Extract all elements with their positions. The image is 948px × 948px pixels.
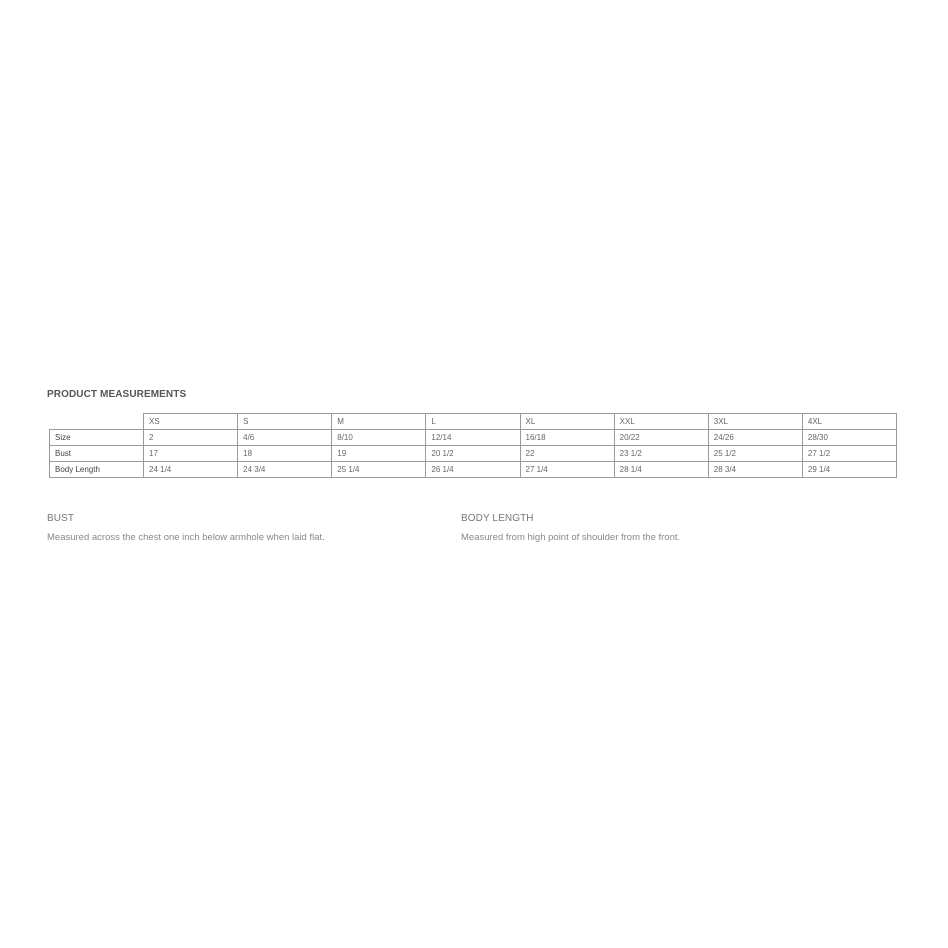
column-header-3xl: 3XL xyxy=(708,414,802,430)
table-cell: 17 xyxy=(144,446,238,462)
table-cell: 27 1/4 xyxy=(520,462,614,478)
definition-body-length xyxy=(461,513,680,543)
table-cell: 22 xyxy=(520,446,614,462)
table-row-body-length xyxy=(50,462,897,478)
column-header-m: M xyxy=(332,414,426,430)
table-cell: 29 1/4 xyxy=(802,462,896,478)
definition-term-body-length: BODY LENGTH xyxy=(461,513,534,524)
table-cell: 4/6 xyxy=(238,430,332,446)
table-cell: 8/10 xyxy=(332,430,426,446)
table-cell: 25 1/4 xyxy=(332,462,426,478)
measurements-table xyxy=(49,413,897,478)
table-cell: 2 xyxy=(144,430,238,446)
definition-description-bust: Measured across the chest one inch below armhole when laid flat. xyxy=(47,532,325,543)
table-cell: 20/22 xyxy=(614,430,708,446)
table-cell: 24/26 xyxy=(708,430,802,446)
column-header-l: L xyxy=(426,414,520,430)
table-cell: 28 3/4 xyxy=(708,462,802,478)
section-title: PRODUCT MEASUREMENTS xyxy=(47,389,187,400)
table-cell: 24 3/4 xyxy=(238,462,332,478)
table-cell: 27 1/2 xyxy=(802,446,896,462)
definition-description-body-length: Measured from high point of shoulder from the front. xyxy=(461,532,681,543)
row-label-body-length: Body Length xyxy=(50,462,144,478)
table-cell: 18 xyxy=(238,446,332,462)
definition-bust xyxy=(47,513,325,543)
column-header-xxl: XXL xyxy=(614,414,708,430)
table-cell: 26 1/4 xyxy=(426,462,520,478)
table-row-size xyxy=(50,430,897,446)
column-header-s: S xyxy=(238,414,332,430)
table-cell: 20 1/2 xyxy=(426,446,520,462)
column-header-xl: XL xyxy=(520,414,614,430)
table-cell: 24 1/4 xyxy=(144,462,238,478)
column-header-4xl: 4XL xyxy=(802,414,896,430)
table-cell: 12/14 xyxy=(426,430,520,446)
row-label-bust: Bust xyxy=(50,446,144,462)
row-label-size: Size xyxy=(50,430,144,446)
column-header-xs: XS xyxy=(144,414,238,430)
table-cell: 19 xyxy=(332,446,426,462)
table-cell: 28/30 xyxy=(802,430,896,446)
table-cell: 16/18 xyxy=(520,430,614,446)
table-cell: 23 1/2 xyxy=(614,446,708,462)
table-cell: 28 1/4 xyxy=(614,462,708,478)
table-corner-cell xyxy=(50,414,144,430)
table-header-row xyxy=(50,414,897,430)
definition-term-bust: BUST xyxy=(47,513,75,524)
table-cell: 25 1/2 xyxy=(708,446,802,462)
table-row-bust xyxy=(50,446,897,462)
